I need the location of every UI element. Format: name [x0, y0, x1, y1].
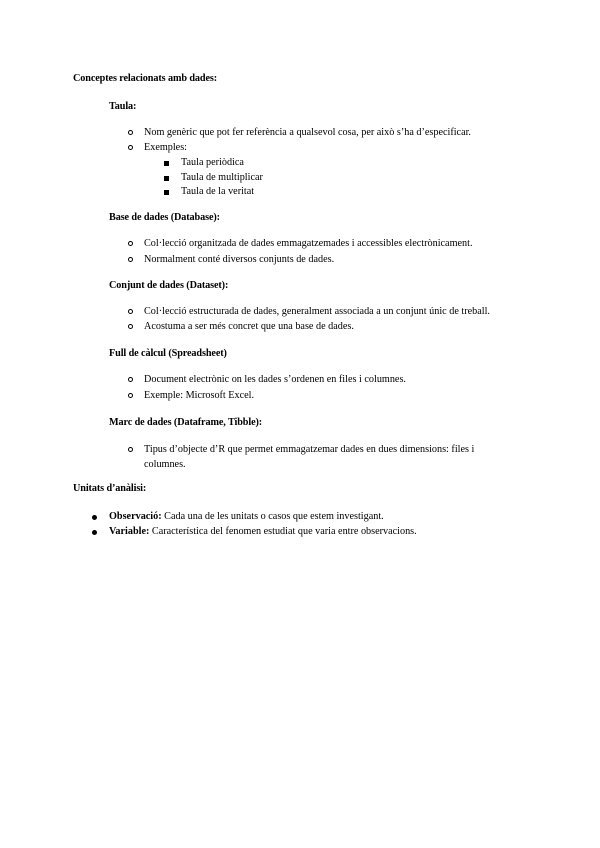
square-bullet-icon [164, 161, 169, 166]
term-definition: Cada una de les unitats o casos que estem investigant. [161, 511, 384, 522]
subheading-base-de-dades: Base de dades (Database): [109, 212, 220, 223]
circle-bullet-icon [128, 447, 133, 452]
section-heading-concepts: Conceptes relacionats amb dades: [73, 73, 218, 84]
term-label: Observació: [109, 511, 162, 522]
subheading-marc-de-dades: Marc de dades (Dataframe, Tibble): [109, 417, 263, 428]
term-label: Variable: [109, 526, 150, 537]
circle-bullet-icon [128, 241, 133, 246]
list-item: Acostuma a ser més concret que una base de dades. [144, 320, 524, 335]
list-item-variable [109, 525, 489, 540]
circle-bullet-icon [128, 377, 133, 382]
circle-bullet-icon [128, 145, 133, 150]
list-item: Tipus d’objecte d’R que permet emmagatzemar dades en dues dimensions: files i columnes. [144, 443, 514, 472]
circle-bullet-icon [128, 130, 133, 135]
list-item: Normalment conté diversos conjunts de dades. [144, 253, 524, 268]
list-item: Col·lecció estructurada de dades, generalment associada a un conjunt únic de treball. [144, 305, 524, 320]
subheading-taula: Taula: [109, 101, 137, 112]
circle-bullet-icon [128, 257, 133, 262]
circle-bullet-icon [128, 309, 133, 314]
circle-bullet-icon [128, 393, 133, 398]
list-item: Nom genèric que pot fer referència a qualsevol cosa, per això s’ha d’especificar. [144, 126, 524, 141]
subheading-full-de-calcul: Full de càlcul (Spreadsheet) [109, 348, 227, 359]
list-item: Exemples: [144, 141, 524, 156]
disc-bullet-icon [92, 530, 97, 535]
list-item: Taula de multiplicar [181, 171, 263, 186]
disc-bullet-icon [92, 515, 97, 520]
square-bullet-icon [164, 176, 169, 181]
list-item: Document electrònic on les dades s’ordenen en files i columnes. [144, 373, 524, 388]
section-heading-unitats: Unitats d’anàlisi: [73, 483, 147, 494]
list-item: Taula de la veritat [181, 185, 254, 200]
list-item: Col·lecció organitzada de dades emmagatzemades i accessibles electrònicament. [144, 237, 524, 252]
circle-bullet-icon [128, 324, 133, 329]
square-bullet-icon [164, 190, 169, 195]
term-definition: Característica del fenomen estudiat que varia entre observacions. [149, 526, 417, 537]
list-item: Taula periòdica [181, 156, 244, 171]
list-item: Exemple: Microsoft Excel. [144, 389, 524, 404]
list-item-observacio [109, 510, 489, 525]
subheading-conjunt-de-dades: Conjunt de dades (Dataset): [109, 280, 229, 291]
